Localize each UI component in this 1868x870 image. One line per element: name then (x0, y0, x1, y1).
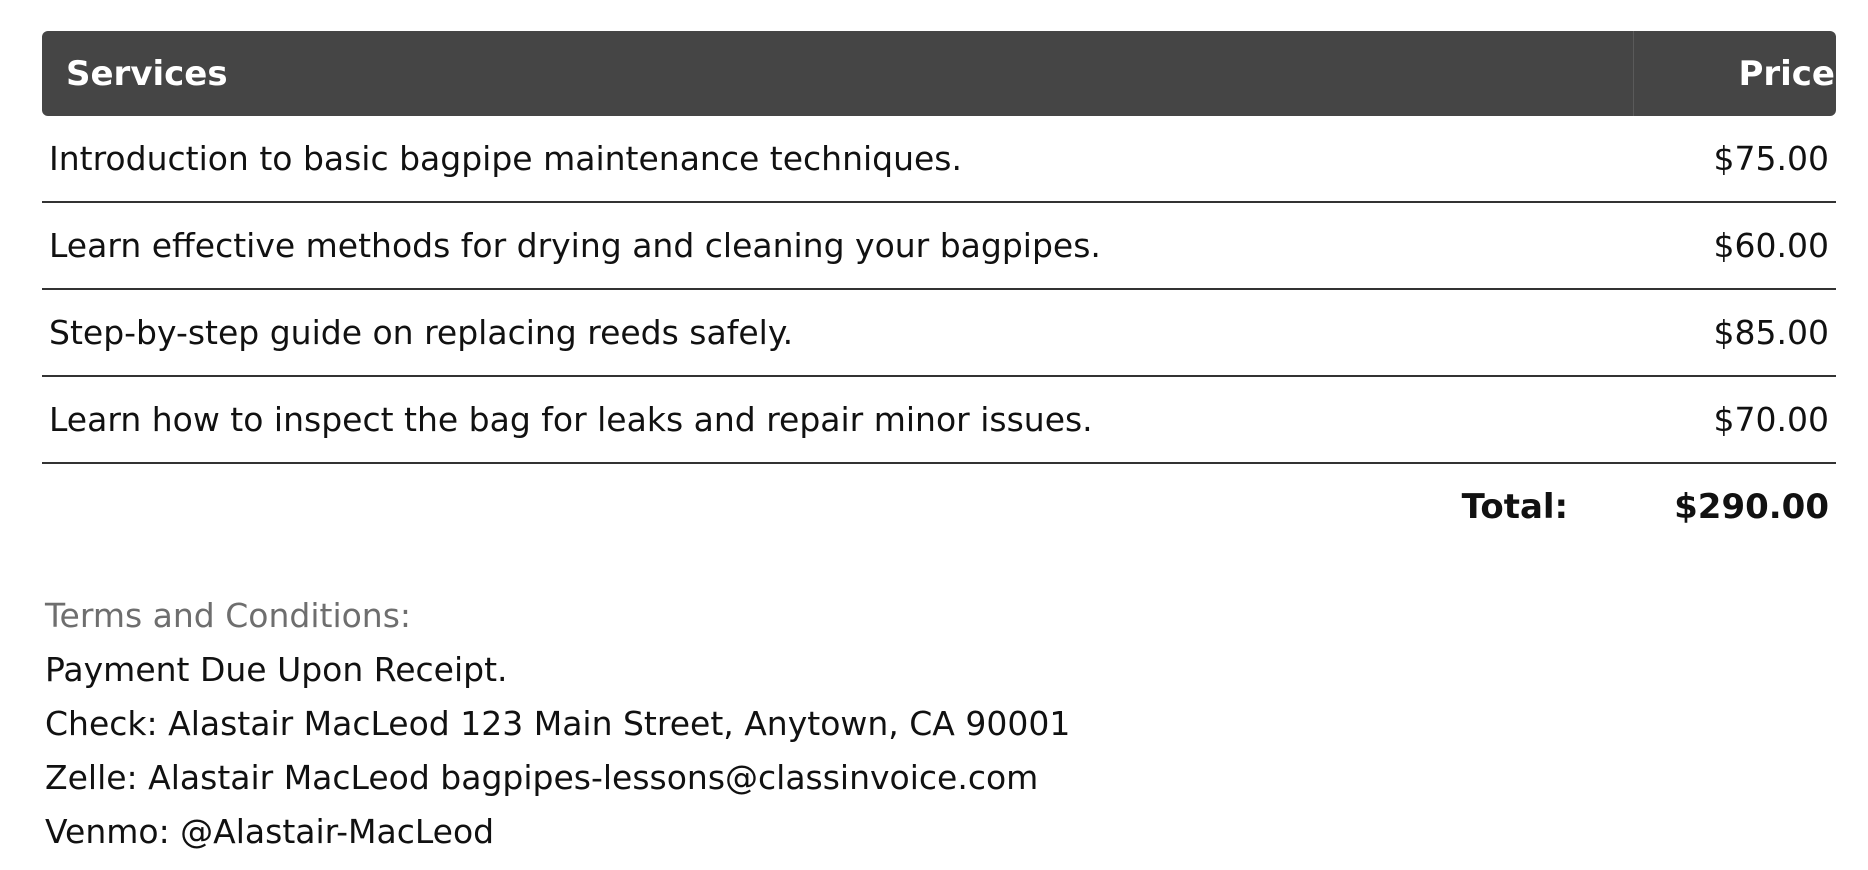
table-row (42, 290, 1836, 377)
table-row (42, 203, 1836, 290)
terms-check-info: Check: Alastair MacLeod 123 Main Street, Anytown, CA 90001 (45, 703, 1071, 743)
services-column-header (42, 31, 1634, 116)
total-label: Total: (1461, 487, 1569, 527)
terms-section (42, 588, 1836, 858)
service-price: $75.00 (1713, 139, 1829, 178)
service-description: Learn how to inspect the bag for leaks and repair minor issues. (49, 400, 1093, 439)
terms-zelle-info: Zelle: Alastair MacLeod bagpipes-lessons@classinvoice.com (45, 757, 1039, 797)
service-price: $85.00 (1713, 313, 1829, 352)
service-price: $60.00 (1713, 226, 1829, 265)
total-row (42, 464, 1836, 550)
invoice-services-table (42, 31, 1836, 858)
service-price: $70.00 (1713, 400, 1829, 439)
price-column-header (1634, 31, 1836, 116)
table-row (42, 116, 1836, 203)
services-header-label: Services (66, 53, 228, 94)
service-description: Introduction to basic bagpipe maintenance techniques. (49, 139, 962, 178)
table-header (42, 31, 1836, 116)
total-value: $290.00 (1674, 487, 1829, 527)
service-description: Step-by-step guide on replacing reeds safely. (49, 313, 794, 352)
terms-heading: Terms and Conditions: (45, 595, 412, 635)
price-header-label: Price (1738, 53, 1835, 94)
terms-payment-due: Payment Due Upon Receipt. (45, 649, 508, 689)
service-description: Learn effective methods for drying and cleaning your bagpipes. (49, 226, 1101, 265)
table-row (42, 377, 1836, 464)
terms-venmo-info: Venmo: @Alastair-MacLeod (45, 811, 495, 851)
